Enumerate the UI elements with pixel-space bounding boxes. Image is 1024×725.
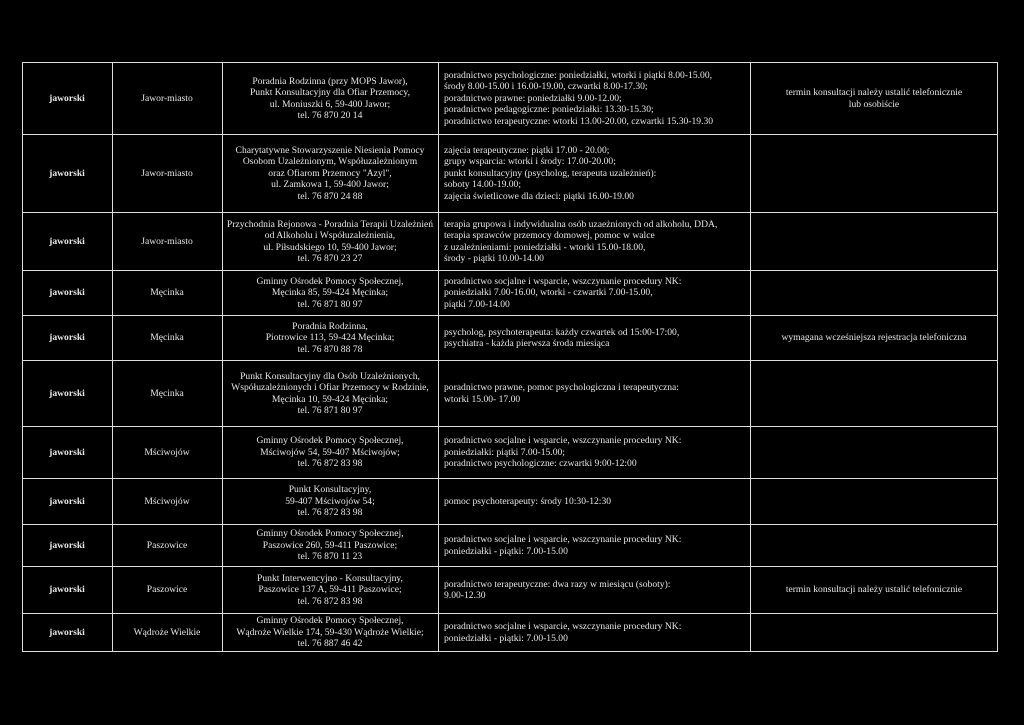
zakres-cell: poradnictwo socjalne i wsparcie, wszczynanie procedury NK: poniedziałki - piątki: 7.00-15.00: [444, 534, 682, 557]
placowka-cell: Gminny Ośrodek Pomocy Społecznej, Paszowice 260, 59-411 Paszowice; tel. 76 870 11 23: [256, 528, 404, 563]
uwagi-cell: [750, 614, 998, 651]
uwagi-cell: [750, 427, 998, 478]
placowka-cell: Gminny Ośrodek Pomocy Społecznej, Wądroże Wielkie 174, 59-430 Wądroże Wielkie; tel. 76 887 46 42: [236, 615, 424, 650]
zakres-cell: poradnictwo terapeutyczne: dwa razy w miesiącu (soboty): 9.00-12.30: [444, 578, 671, 601]
column-divider: [22, 62, 23, 652]
zakres-cell: poradnictwo prawne, pomoc psychologiczna i terapeutyczna: wtorki 15.00- 17.00: [444, 382, 679, 405]
gmina-cell: Jawor-miasto: [141, 167, 193, 179]
uwagi-cell: [750, 479, 998, 524]
gmina-cell: Męcinka: [150, 287, 184, 299]
gmina-cell: Wądroże Wielkie: [133, 626, 201, 638]
table-row: [22, 270, 998, 315]
powiat-cell: jaworski: [49, 446, 85, 458]
zakres-cell: poradnictwo psychologiczne: poniedziałki, wtorki i piątki 8.00-15.00, środy 8.00-15.00 i 16.00-19.00, czwartki 8.00-17.30; poradnictwo prawne: poniedziałki 9.00-12.00; poradnictwo pedagogiczne: poniedziałki: 13.30-15.30; poradnictwo terapeutyczne: wtorki 13.00-20.00, czwartki 15.30-19.30: [444, 69, 714, 127]
gmina-cell: Męcinka: [150, 387, 184, 399]
powiat-cell: jaworski: [49, 495, 85, 507]
powiat-cell: jaworski: [49, 92, 85, 104]
column-divider: [997, 62, 998, 652]
column-divider: [222, 62, 223, 652]
table-row: [22, 613, 998, 652]
zakres-cell: poradnictwo socjalne i wsparcie, wszczynanie procedury NK: poniedziałki 7.00-16.00, wtorki - czwartki 7.00-15.00, piątki 7.00-14.00: [444, 275, 682, 310]
powiat-cell: jaworski: [49, 387, 85, 399]
placowka-cell: Poradnia Rodzinna, Piotrowice 113, 59-424 Męcinka; tel. 76 870 88 78: [265, 320, 395, 355]
powiat-cell: jaworski: [49, 626, 85, 638]
placowka-cell: Gminny Ośrodek Pomocy Społecznej, Męcinka 85, 59-424 Męcinka; tel. 76 871 80 97: [256, 275, 404, 310]
powiat-cell: jaworski: [49, 539, 85, 551]
gmina-cell: Mściwojów: [144, 446, 190, 458]
placowka-cell: Gminny Ośrodek Pomocy Społecznej, Mściwojów 54, 59-407 Mściwojów; tel. 76 872 83 98: [256, 435, 404, 470]
table-row: [22, 426, 998, 478]
powiat-cell: jaworski: [49, 584, 85, 596]
placowka-cell: Punkt Konsultacyjny dla Osób Uzależnionych, Współuzależnionych i Ofiar Przemocy w Rodzinie, Męcinka 10, 59-424 Męcinka; tel. 76 871 80 97: [231, 370, 429, 416]
table-row: [22, 62, 998, 134]
uwagi-cell: termin konsultacji należy ustalić telefonicznie: [785, 584, 963, 596]
powiat-cell: jaworski: [49, 287, 85, 299]
placowka-cell: Charytatywne Stowarzyszenie Niesienia Pomocy Osobom Uzależnionym, Współuzależnionym oraz Ofiarom Przemocy "Azyl", ul. Zamkowa 1, 59-400 Jawor; tel. 76 870 24 88: [235, 144, 425, 202]
column-divider: [750, 62, 751, 652]
uwagi-cell: [750, 525, 998, 566]
table-row: [22, 212, 998, 270]
placowka-cell: Punkt Interwencyjno - Konsultacyjny, Paszowice 137 A, 59-411 Paszowice; tel. 76 872 83 98: [257, 572, 403, 607]
uwagi-cell: wymagana wcześniejsza rejestracja telefoniczna: [781, 332, 967, 344]
placowka-cell: Punkt Konsultacyjny, 59-407 Mściwojów 54; tel. 76 872 83 98: [285, 484, 375, 519]
placowka-cell: Przychodnia Rejonowa - Poradnia Terapii Uzależnień od Alkoholu i Współuzależnienia, ul. Piłsudskiego 10, 59-400 Jawor; tel. 76 870 23 27: [226, 218, 434, 264]
table-row: [22, 566, 998, 613]
zakres-cell: poradnictwo socjalne i wsparcie, wszczynanie procedury NK: poniedziałki: piątki 7.00-15.00; poradnictwo psychologiczne: czwartki 9:00-12:00: [444, 435, 682, 470]
uwagi-cell: [750, 271, 998, 315]
uwagi-cell: [750, 213, 998, 270]
uwagi-cell: [750, 135, 998, 212]
gmina-cell: Męcinka: [150, 332, 184, 344]
zakres-cell: terapia grupowa i indywidualna osób uzaeżnionych od alkoholu, DDA, terapia sprawców przemocy domowej, pomoc w walce z uzależnieniami: poniedziałki - wtorki 15.00-18.00, środy - piątki 10.00-14.00: [444, 218, 718, 264]
services-table: [22, 62, 998, 652]
gmina-cell: Jawor-miasto: [141, 92, 193, 104]
placowka-cell: Poradnia Rodzinna (przy MOPS Jawor), Punkt Konsultacyjny dla Ofiar Przemocy, ul. Moniuszki 6, 59-400 Jawor; tel. 76 870 20 14: [249, 75, 411, 121]
table-row: [22, 134, 998, 212]
column-divider: [438, 62, 439, 652]
zakres-cell: psycholog, psychoterapeuta: każdy czwartek od 15:00-17:00, psychiatra - każda pierwsza środa miesiąca: [444, 326, 680, 349]
gmina-cell: Jawor-miasto: [141, 235, 193, 247]
uwagi-cell: [750, 361, 998, 426]
table-row: [22, 360, 998, 426]
powiat-cell: jaworski: [49, 167, 85, 179]
powiat-cell: jaworski: [49, 235, 85, 247]
zakres-cell: pomoc psychoterapeuty: środy 10:30-12:30: [444, 495, 612, 507]
table-row: [22, 524, 998, 566]
uwagi-cell: termin konsultacji należy ustalić telefonicznie lub osobiście: [785, 87, 963, 110]
gmina-cell: Paszowice: [146, 584, 188, 596]
zakres-cell: zajęcia terapeutyczne: piątki 17.00 - 20.00; grupy wsparcia: wtorki i środy: 17.00-20.00; punkt konsultacyjny (psycholog, terapeuta uzależnień): soboty 14.00-19.00; zajęcia świetlicowe dla dzieci: piątki 16.00-19.00: [444, 144, 657, 202]
column-divider: [112, 62, 113, 652]
gmina-cell: Paszowice: [146, 539, 188, 551]
table-row: [22, 478, 998, 524]
zakres-cell: poradnictwo socjalne i wsparcie, wszczynanie procedury NK: poniedziałki - piątki: 7.00-15.00: [444, 621, 682, 644]
powiat-cell: jaworski: [49, 332, 85, 344]
table-row: [22, 315, 998, 360]
gmina-cell: Mściwojów: [144, 495, 190, 507]
